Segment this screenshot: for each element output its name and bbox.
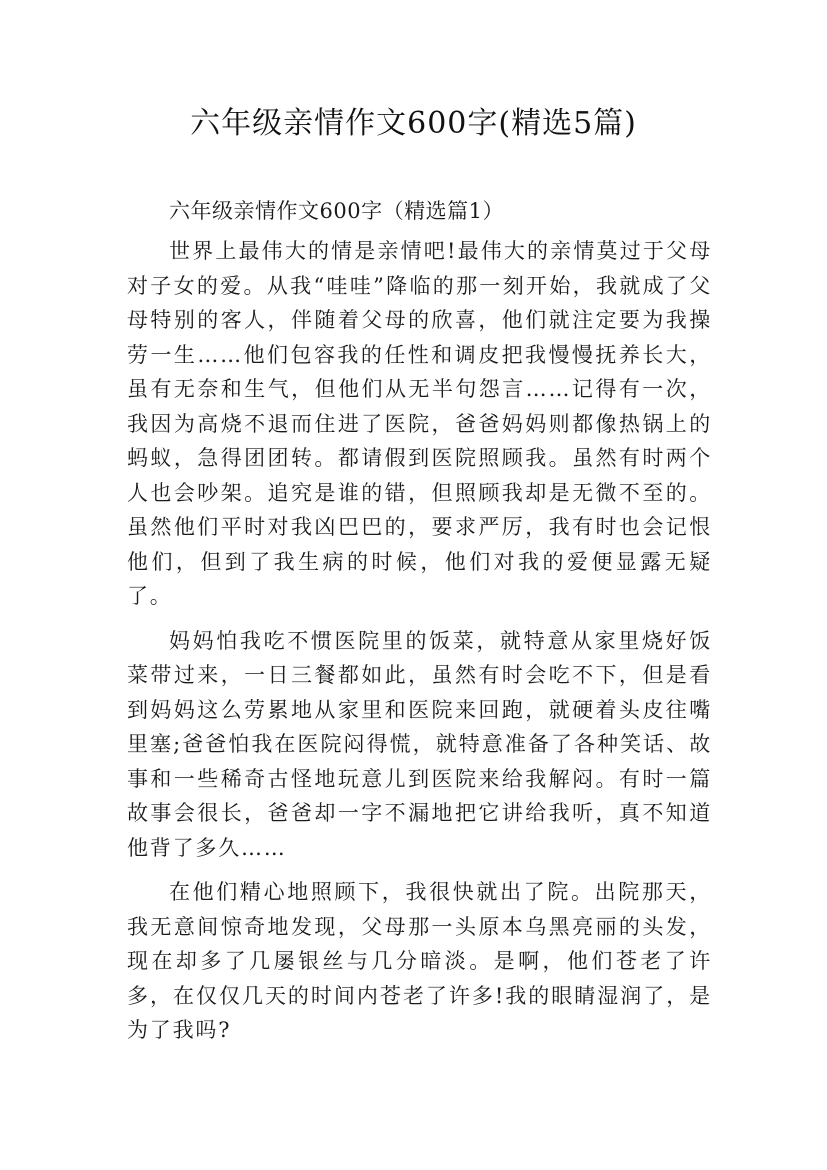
paragraph-1: 世界上最伟大的情是亲情吧!最伟大的亲情莫过于父母对子女的爱。从我“哇哇”降临的那一刻开始，我就成了父母特别的客人，伴随着父母的欣喜，他们就注定要为我操劳一生……他们包容我的任性和调皮把我慢慢抚养长大，虽有无奈和生气，但他们从无半句怨言……记得有一次，我因为高烧不退而住进了医院，爸爸妈妈则都像热锅上的蚂蚁，急得团团转。都请假到医院照顾我。虽然有时两个人也会吵架。追究是谁的错，但照顾我却是无微不至的。虽然他们平时对我凶巴巴的，要求严厉，我有时也会记恨他们，但到了我生病的时候，他们对我的爱便显露无疑了。 [127,239,712,608]
document-body [127,196,712,1048]
section-heading: 六年级亲情作文600字（精选篇1） [169,199,504,223]
paragraph-3: 在他们精心地照顾下，我很快就出了院。出院那天，我无意间惊奇地发现，父母那一头原本乌黑亮丽的头发，现在却多了几屡银丝与几分暗淡。是啊，他们苍老了许多，在仅仅几天的时间内苍老了许多!我的眼睛湿润了，是为了我吗? [127,880,712,1042]
paragraph-2: 妈妈怕我吃不惯医院里的饭菜，就特意从家里烧好饭菜带过来，一日三餐都如此，虽然有时会吃不下，但是看到妈妈这么劳累地从家里和医院来回跑，就硬着头皮往嘴里塞;爸爸怕我在医院闷得慌，就特意准备了各种笑话、故事和一些稀奇古怪地玩意儿到医院来给我解闷。有时一篇故事会很长，爸爸却一字不漏地把它讲给我听，真不知道他背了多久…… [127,628,712,860]
document-title: 六年级亲情作文600字(精选5篇) [190,106,637,141]
